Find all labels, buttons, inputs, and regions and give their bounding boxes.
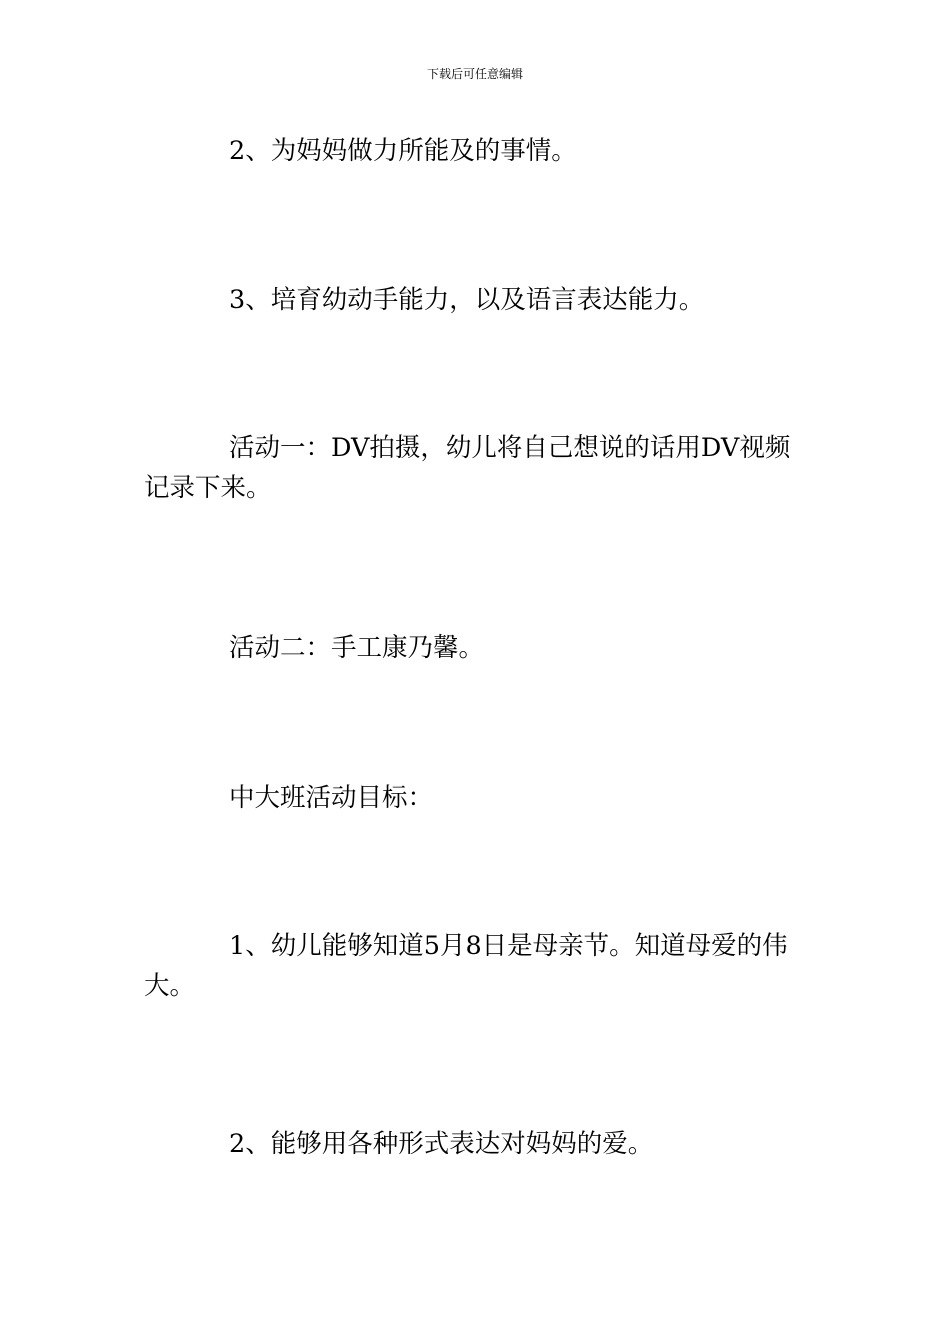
page-header: 下载后可任意编辑 <box>426 67 523 81</box>
paragraph-goal-3: 3、培育幼动手能力，以及语言表达能力。 <box>229 285 705 315</box>
paragraph-goal-2: 2、为妈妈做力所能及的事情。 <box>229 136 577 166</box>
paragraph-senior-goal-1: 1、幼儿能够知道5月8日是母亲节。知道母爱的伟大。 <box>144 931 788 1001</box>
paragraph-activity-2: 活动二：手工康乃馨。 <box>229 633 485 663</box>
paragraph-senior-goal-2: 2、能够用各种形式表达对妈妈的爱。 <box>229 1129 654 1159</box>
paragraph-activity-1: 活动一：DV拍摄，幼儿将自己想说的话用DV视频记录下来。 <box>144 433 791 503</box>
paragraph-section-heading: 中大班活动目标： <box>229 783 434 813</box>
